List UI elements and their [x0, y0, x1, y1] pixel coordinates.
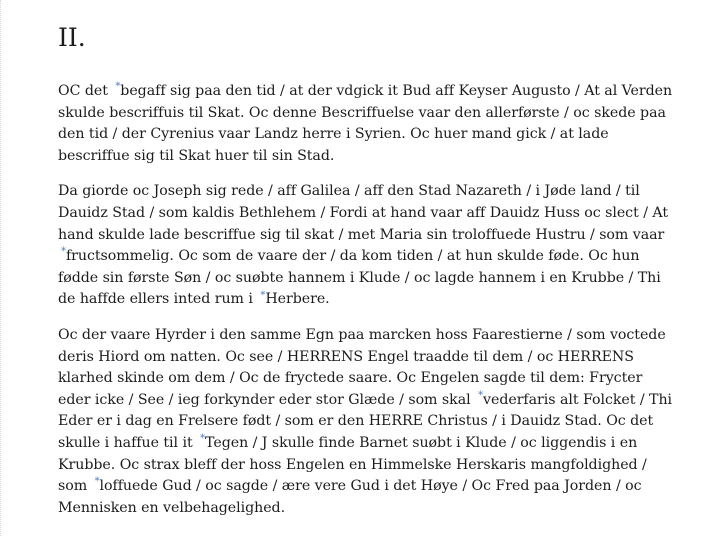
chapter-title: II. — [58, 23, 86, 52]
paragraph-2-text-c: Herbere. — [265, 291, 330, 308]
paragraph-3 — [58, 325, 674, 519]
footnote-marker[interactable]: * — [61, 246, 66, 258]
paragraph-1-text-a: OC det — [58, 83, 113, 99]
footnote-marker[interactable]: * — [94, 476, 100, 488]
chapter-content — [58, 20, 674, 533]
paragraph-3-text-c: Tegen / J skulle finde Barnet suøbt i Klude / oc liggendis i en Krubbe. Oc strax bleff der hoss Engelen en Himmelske Herskaris mangfoldighed / som — [58, 434, 647, 495]
paragraph-2-text-a: Da giorde oc Joseph sig rede / aff Galilea / aff den Stad Nazareth / i Jøde land / til Dauidz Stad / som kaldis Bethlehem / Fordi at hand vaar aff Dauidz Huss oc slect / At hand skulde lade bescriffue sig til skat / met Maria sin troloffuede Hustru / som vaar — [58, 183, 668, 243]
paragraph-2 — [58, 181, 674, 311]
paragraph-3-text-d: loffuede Gud / oc sagde / ære vere Gud i det Høye / Oc Fred paa Jorden / oc Mennisken en velbehagelighed. — [58, 478, 642, 516]
paragraph-3-text-b: vederfaris alt Folcket / Thi Eder er i dag en Frelsere født / som er den HERRE Christus / i Dauidz Stad. Oc det skulle i haffue til it — [58, 391, 673, 451]
footnote-marker[interactable]: * — [478, 389, 484, 401]
paragraph-3-text-a: Oc der vaare Hyrder i den samme Egn paa marcken hoss Faarestierne / som voctede deris Hiord om natten. Oc see / HERRENS Engel traadde til dem / oc HERRENS klarhed skinde om dem / Oc de fryctede saare. Oc Engelen sagde til dem: Frycter eder icke / See / ieg forkynder eder stor Glæde / som skal — [58, 326, 666, 408]
footnote-marker[interactable]: * — [260, 289, 266, 301]
footnote-marker[interactable]: * — [115, 81, 121, 93]
footnote-marker[interactable]: * — [200, 433, 206, 445]
paragraph-2-text-b: fructsommelig. Oc som de vaare der / da kom tiden / at hun skulde føde. Oc hun fødde sin første Søn / oc suøbte hannem i Klude / oc lagde hannem i en Krubbe / Thi de haffde ellers inted rum i — [58, 248, 661, 308]
paragraph-1-text-b: begaff sig paa den tid / at der vdgick it Bud aff Keyser Augusto / At al Verden skulde bescriffuis til Skat. Oc denne Bescriffuelse vaar den allerførste / oc skede paa den tid / der Cyrenius vaar Landz herre i Syrien. Oc huer mand gick / at lade bescriffue sig til Skat huer til sin Stad. — [58, 83, 673, 164]
paragraph-1 — [58, 81, 674, 167]
